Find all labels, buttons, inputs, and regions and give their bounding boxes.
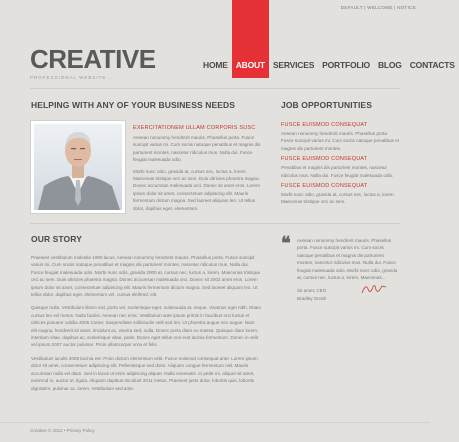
jobs-list (281, 122, 401, 206)
quote-icon: ❝ (281, 233, 291, 253)
story-heading: OUR STORY (31, 234, 82, 244)
helping-para-2: Morbi nunc odio, gravida at, cursus nec, luctus a, lorem. Maecenas tristique orci ac sem. Duis ultricies pharetra magna. Donec accumsan malesuada orci. Donec sit amet eros. Lorem ipsum dolor sit amet, consectetuer adipiscing elit. Mauris fermentum dictum magna. Sed laoreet aliquam leo. Ut tellus dolor, dapibus eget, elementum. (133, 168, 260, 211)
footer-text: Creative © 2012 • Privacy Policy (30, 428, 95, 433)
logo[interactable] (30, 46, 156, 80)
quote-text: Aenean nonummy hendrerit mauris. Phasellus porta. Fusce suscipit varius mi. Cum sociis natoque penatibus et magnis dis parturient montes, nascetur ridiculus mus. Nulla dui. Fusce feugiat malesuada odio. Morbi nunc odio, gravida at, cursus nec, luctus a, lorem. Maecenas... (297, 238, 398, 281)
job-title[interactable]: FUSCE EUISMOD CONSEQUAT (281, 183, 368, 190)
story-para-1: Praesent vestibulum molestie 1990 lacus. Aenean nonummy hendrerit mauris. Phasellus porta. Fusce suscipit varius mi. Cum sociis natoque penatibus et magnis dis parturient montes, nascetur ridiculus mus. Nulla dui. Fusce feugiat malesuada odio. Morbi nunc odio, gravida 2000 at, cursus nec, luctus a, lorem. Maecenas tristique orci ac sem. Duis ultricies pharetra magna. Donec accumsan malesuada orci. Donec sit 2002 amet eros. Lorem ipsum dolor sit amet, consectetuer adipiscing elit. Mauris fermentum dictum magna. Sed laoreet aliquam leo. Ut tellus dolor, dapibus eget, elementum vel, cursus eleifend, elit. (31, 255, 261, 298)
story-content (31, 254, 261, 392)
helping-red-title[interactable]: EXERCITATIONEM ULLAM CORPORIS SUSC (133, 125, 256, 131)
quote-author-sub: Bradley Grosh (297, 295, 327, 301)
top-links[interactable]: DEFAULT | WELCOME | NOTICE (340, 5, 416, 10)
job-item (281, 122, 401, 152)
logo-subtitle: PROFESSIONAL WEBSITE ... (30, 75, 116, 80)
nav-contacts[interactable]: CONTACTS (409, 60, 455, 70)
job-title[interactable]: FUSCE EUISMOD CONSEQUAT (281, 156, 368, 163)
job-item (281, 183, 401, 206)
story-para-3: Vestibulum iaculis 2008 lacinia est. Proin dictum elementum velit. Fusce euismod consequat ante. Lorem ipsum dolor sit amet, consectetuer adipiscing elit. Pellentesque sed dolor. Aliquam congue fermentum nisl. Mauris accumsan nulla vel diam. Sed in lacus ut enim adipiscing aliquet. Nulla venenatis. In pede mi, aliquet sit amet, euismod in, auctor ut, ligula. Aliquam dapibus tincidunt 2011 metus. Praesent justo dolor, lobortis quis, lobortis dignissim, pulvinar ac, lorem. Vestibulum sed ante. (31, 355, 258, 391)
jobs-heading: JOB OPPORTUNITIES (281, 100, 372, 110)
nav-portfolio[interactable]: PORTFOLIO (322, 60, 370, 70)
helping-para-1: Aenean nonummy hendrerit mauris. Phasellus porta. Fusce suscipit varius mi. Cum sociis natoque penatibus et magnis dis parturient montes, nascetur ridiculus mus. Nulla dui. Fusce feugiat malesuada odio. (133, 135, 261, 163)
job-text: Aenean nonummy hendrerit mauris. Phasellus porta. Fusce suscipit varius mi. Cum sociis natoque penatibus et magnis dis parturient montes. (281, 131, 399, 151)
signature-icon (360, 281, 388, 297)
section-divider (30, 223, 400, 224)
person-photo (31, 121, 125, 213)
job-title[interactable]: FUSCE EUISMOD CONSEQUAT (281, 122, 368, 128)
header-divider (30, 88, 400, 89)
nav-blog[interactable]: BLOG (377, 60, 402, 70)
helping-heading: HELPING WITH ANY OF YOUR BUSINESS NEEDS (31, 100, 235, 110)
job-text: Penatibus et magnis dis parturient montes, nascetur ridiculus mus. Nulla dui. Fusce feugiat malesuada odio. (281, 165, 394, 178)
quote-author: Sit amet, CEO (297, 288, 327, 294)
nav-home[interactable]: HOME (203, 60, 228, 70)
nav-services[interactable]: SERVICES (272, 60, 315, 70)
story-para-2: Quisque nulla. Vestibulum libero nisl, porta vel, scelerisque eget, malesuada at, neque. Vivamus eget nibh. Etiam cursus leo vel metus. Nulla facilisi. Aenean nec eros. Vestibulum ante ipsum primis in faucibus orci luctus et ultrices posuere cubilia 2005 Curae; Suspendisse sollicitudin velit sed leo. Ut pharetra augue nec augue. Nam elit magna, hendrerit sit amet, tincidunt ac, viverra sed, nulla. Donec porta diam eu massa. Quisque diam lorem, interdum vitae, dapibus ac, scelerisque vitae, pede. Donec eget tellus non erat lacinia fermentum. Donec in velit vel ipsum 2007 auctor pulvinar. Proin ullamcorper urna et felis. (31, 305, 261, 348)
logo-title: CREATIVE (30, 44, 156, 74)
main-nav (199, 0, 459, 78)
job-text: Morbi nunc odio, gravida at, cursus nec, luctus a, lorem. Maecenas tristique orci ac sem. (281, 192, 395, 205)
nav-about[interactable]: ABOUT (232, 0, 269, 78)
helping-content (133, 125, 261, 212)
job-item (281, 156, 401, 179)
